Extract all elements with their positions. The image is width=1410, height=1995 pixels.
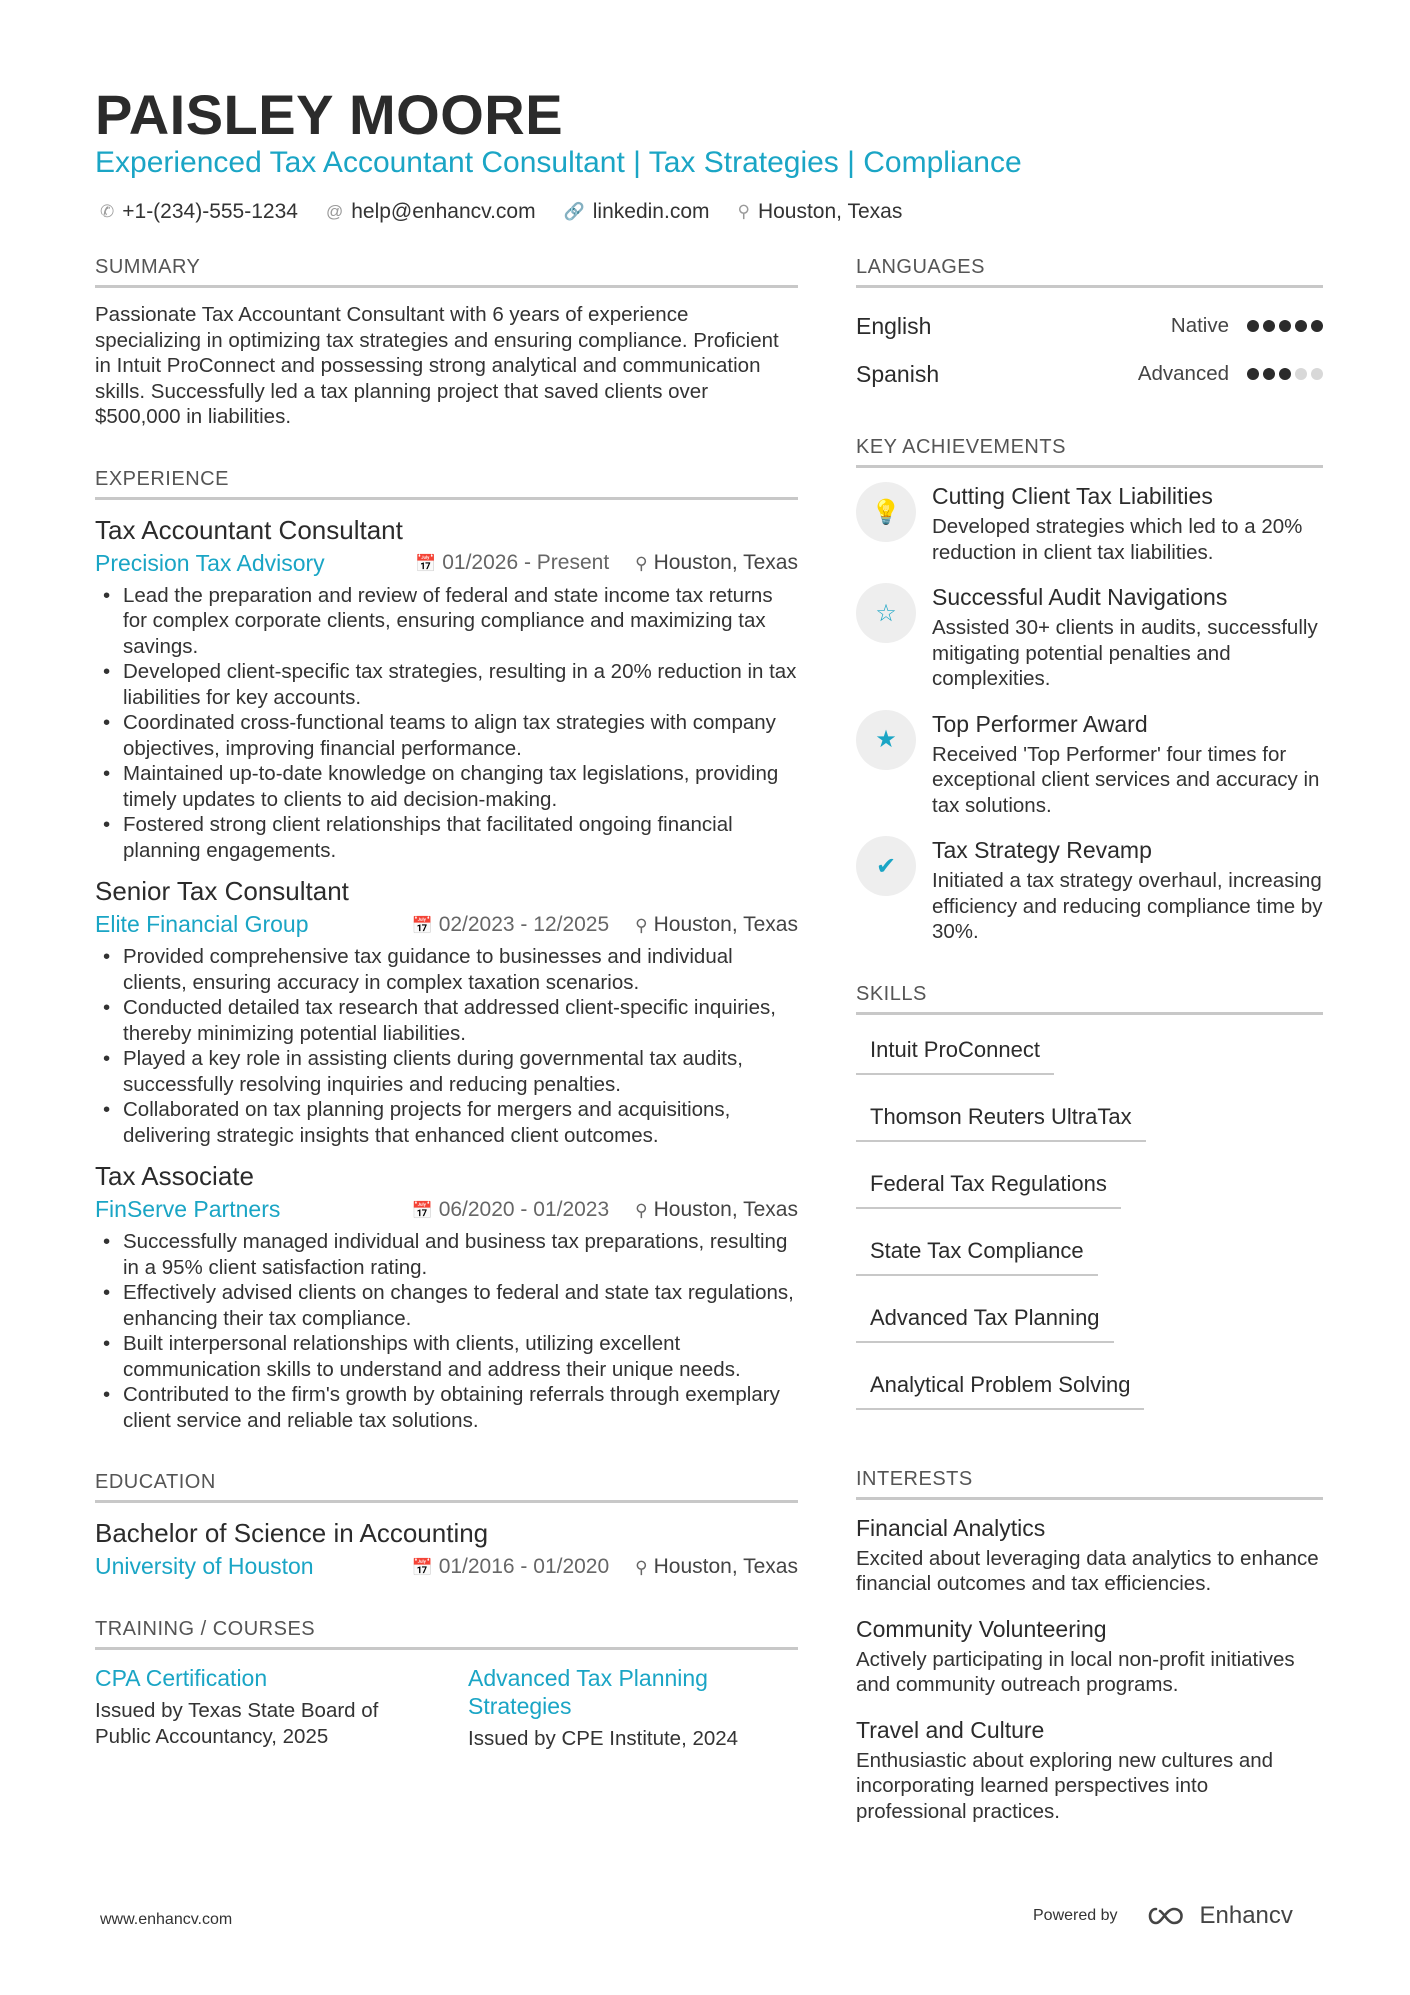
language-level: Advanced xyxy=(1137,362,1229,385)
job-location: Houston, Texas xyxy=(653,912,798,936)
achievement-desc: Assisted 30+ clients in audits, successfully mitigating potential penalties and complexities. xyxy=(932,616,1318,690)
enhancv-logo[interactable] xyxy=(1144,1902,1293,1930)
achievement-title: Successful Audit Navigations xyxy=(932,584,1228,610)
calendar-icon: 📅 xyxy=(411,1200,433,1220)
interests-section xyxy=(856,1468,1323,1825)
location-pin-icon: ⚲ xyxy=(635,1200,648,1220)
rating-dot xyxy=(1311,368,1323,380)
course-desc: Issued by CPE Institute, 2024 xyxy=(468,1727,739,1750)
achievement-desc: Developed strategies which led to a 20% reduction in client tax liabilities. xyxy=(932,515,1303,564)
rating-dot xyxy=(1263,320,1275,332)
powered-by-label: Powered by xyxy=(1033,1907,1118,1924)
language-rating xyxy=(1247,320,1323,332)
achievements-section xyxy=(856,436,1323,945)
education-dates: 01/2016 - 01/2020 xyxy=(438,1554,610,1578)
achievement-item xyxy=(856,836,1323,945)
section-title-education: EDUCATION xyxy=(95,1471,798,1503)
location-pin-icon: ⚲ xyxy=(737,202,750,221)
summary-text: Passionate Tax Accountant Consultant with 6 years of experience specializing in optimizing tax strategies and ensuring compliance. Proficient in Intuit ProConnect and possessing strong analytical and communication skills. Successfully led a tax planning project that saved clients over $500,000 in liabilities. xyxy=(95,303,779,428)
section-title-achievements: KEY ACHIEVEMENTS xyxy=(856,436,1323,468)
achievement-item xyxy=(856,710,1323,819)
infinity-logo-icon xyxy=(1144,1904,1190,1928)
right-column xyxy=(856,256,1323,1842)
at-icon: @ xyxy=(325,202,344,221)
job-location: Houston, Texas xyxy=(653,1197,798,1221)
achievement-desc: Initiated a tax strategy overhaul, increasing efficiency and reducing compliance time by 30%. xyxy=(932,869,1323,943)
location-pin-icon: ⚲ xyxy=(635,915,648,935)
footer-branding xyxy=(1033,1902,1293,1930)
phone-icon: ✆ xyxy=(100,202,115,221)
rating-dot xyxy=(1279,368,1291,380)
section-title-languages: LANGUAGES xyxy=(856,256,1323,288)
job-dates: 06/2020 - 01/2023 xyxy=(438,1197,610,1221)
job-entry xyxy=(95,514,798,864)
contact-phone[interactable]: ✆ +1-(234)-555-1234 xyxy=(100,200,298,223)
job-entry xyxy=(95,875,798,1148)
interest-desc: Enthusiastic about exploring new cultures and incorporating learned perspectives into professional practices. xyxy=(856,1748,1274,1823)
rating-dot xyxy=(1279,320,1291,332)
link-icon: 🔗 xyxy=(563,202,585,221)
interest-title: Financial Analytics xyxy=(856,1514,1046,1541)
achievement-desc: Received 'Top Performer' four times for exceptional client services and accuracy in tax solutions. xyxy=(932,742,1320,817)
rating-dot xyxy=(1263,368,1275,380)
skill-tag: State Tax Compliance xyxy=(856,1230,1098,1276)
rating-dot xyxy=(1311,320,1323,332)
candidate-headline: Experienced Tax Accountant Consultant | Tax Strategies | Compliance xyxy=(95,146,1022,179)
contact-email[interactable]: @ help@enhancv.com xyxy=(325,200,536,223)
left-column xyxy=(95,256,798,1752)
job-meta xyxy=(95,911,798,938)
interest-item xyxy=(856,1514,1323,1597)
job-dates: 01/2026 - Present xyxy=(442,551,610,574)
language-row xyxy=(856,302,1323,350)
education-location: Houston, Texas xyxy=(653,1554,798,1578)
section-title-interests: INTERESTS xyxy=(856,1468,1323,1500)
job-dates: 02/2023 - 12/2025 xyxy=(438,912,610,936)
skills-section xyxy=(856,983,1323,1410)
experience-section xyxy=(95,468,798,1434)
skill-tag: Analytical Problem Solving xyxy=(856,1364,1144,1410)
course-title: Advanced Tax Planning Strategies xyxy=(468,1665,708,1719)
education-meta xyxy=(95,1553,798,1580)
list-item: • Contributed to the firm's growth by obtaining referrals through exemplary client service and reliable tax solutions. xyxy=(95,1382,798,1433)
job-title: Tax Accountant Consultant xyxy=(95,514,403,545)
list-item: • Coordinated cross-functional teams to align tax strategies with company objectives, improving financial performance. xyxy=(95,710,798,761)
achievement-title: Cutting Client Tax Liabilities xyxy=(932,483,1213,509)
rating-dot xyxy=(1247,368,1259,380)
rating-dot xyxy=(1247,320,1259,332)
job-meta xyxy=(95,550,798,577)
achievement-item xyxy=(856,482,1323,565)
star-outline-icon: ☆ xyxy=(856,583,916,643)
interest-desc: Actively participating in local non-profit initiatives and community outreach programs. xyxy=(856,1647,1295,1696)
list-item: • Conducted detailed tax research that addressed client-specific inquiries, thereby minimizing potential liabilities. xyxy=(95,995,798,1046)
company-name: Precision Tax Advisory xyxy=(95,549,325,576)
location-pin-icon: ⚲ xyxy=(635,1557,648,1577)
language-level: Native xyxy=(1170,314,1229,337)
job-bullets xyxy=(95,1229,798,1433)
interest-item xyxy=(856,1716,1323,1825)
school-name: University of Houston xyxy=(95,1553,314,1579)
company-name: FinServe Partners xyxy=(95,1196,281,1222)
interest-desc: Excited about leveraging data analytics to enhance financial outcomes and tax efficiencies. xyxy=(856,1546,1319,1595)
course-desc: Issued by Texas State Board of Public Accountancy, 2025 xyxy=(95,1699,379,1748)
skill-tag: Federal Tax Regulations xyxy=(856,1163,1121,1209)
language-name: Spanish xyxy=(856,360,940,387)
footer-website-link[interactable]: www.enhancv.com xyxy=(100,1911,233,1928)
language-rating xyxy=(1247,368,1323,380)
interest-item xyxy=(856,1615,1323,1698)
interest-title: Travel and Culture xyxy=(856,1716,1045,1743)
job-meta xyxy=(95,1196,798,1223)
achievement-title: Top Performer Award xyxy=(932,710,1148,737)
list-item: • Provided comprehensive tax guidance to businesses and individual clients, ensuring accuracy in complex taxation scenarios. xyxy=(95,944,798,995)
training-section xyxy=(95,1618,798,1752)
checkmark-icon: ✔ xyxy=(856,836,916,896)
skill-tag: Thomson Reuters UltraTax xyxy=(856,1096,1146,1142)
list-item: • Fostered strong client relationships that facilitated ongoing financial planning engagements. xyxy=(95,812,798,863)
list-item: • Collaborated on tax planning projects for mergers and acquisitions, delivering strategic insights that enhanced client outcomes. xyxy=(95,1097,798,1148)
company-name: Elite Financial Group xyxy=(95,911,309,937)
location-pin-icon: ⚲ xyxy=(635,554,648,573)
calendar-icon: 📅 xyxy=(415,554,437,573)
language-row xyxy=(856,350,1323,398)
job-entry xyxy=(95,1160,798,1433)
course-title: CPA Certification xyxy=(95,1665,268,1691)
contact-location: ⚲ Houston, Texas xyxy=(737,200,903,223)
achievement-title: Tax Strategy Revamp xyxy=(932,837,1152,863)
job-location: Houston, Texas xyxy=(653,551,798,574)
list-item: • Played a key role in assisting clients during governmental tax audits, successfully resolving inquiries and reducing penalties. xyxy=(95,1046,798,1097)
list-item: • Maintained up-to-date knowledge on changing tax legislations, providing timely updates to clients to aid decision-making. xyxy=(95,761,798,812)
summary-section xyxy=(95,256,798,430)
course-item xyxy=(95,1664,425,1752)
degree-title: Bachelor of Science in Accounting xyxy=(95,1518,489,1548)
skill-tag: Advanced Tax Planning xyxy=(856,1297,1114,1343)
interest-title: Community Volunteering xyxy=(856,1615,1107,1642)
star-icon: ★ xyxy=(856,710,916,770)
list-item: • Lead the preparation and review of federal and state income tax returns for complex corporate clients, ensuring compliance and maximizing tax savings. xyxy=(95,583,798,660)
rating-dot xyxy=(1295,320,1307,332)
section-title-skills: SKILLS xyxy=(856,983,1323,1015)
section-title-training: TRAINING / COURSES xyxy=(95,1618,798,1650)
language-name: English xyxy=(856,312,932,339)
rating-dot xyxy=(1295,368,1307,380)
job-bullets xyxy=(95,944,798,1148)
calendar-icon: 📅 xyxy=(411,1557,433,1577)
section-title-summary: SUMMARY xyxy=(95,256,798,288)
lightbulb-icon: 💡 xyxy=(856,482,916,542)
job-title: Tax Associate xyxy=(95,1161,254,1191)
contact-bar xyxy=(100,200,902,224)
education-section xyxy=(95,1471,798,1580)
skill-tag: Intuit ProConnect xyxy=(856,1029,1054,1075)
list-item: • Successfully managed individual and business tax preparations, resulting in a 95% client satisfaction rating. xyxy=(95,1229,798,1280)
course-item xyxy=(468,1664,798,1752)
candidate-name: PAISLEY MOORE xyxy=(95,83,564,146)
languages-section xyxy=(856,256,1323,398)
achievement-item xyxy=(856,583,1323,692)
brand-name: Enhancv xyxy=(1199,1902,1293,1929)
calendar-icon: 📅 xyxy=(411,915,433,935)
list-item: • Effectively advised clients on changes to federal and state tax regulations, enhancing their tax compliance. xyxy=(95,1280,798,1331)
list-item: • Developed client-specific tax strategies, resulting in a 20% reduction in tax liabilities for key accounts. xyxy=(95,659,798,710)
job-bullets xyxy=(95,583,798,864)
contact-linkedin[interactable]: 🔗 linkedin.com xyxy=(563,200,710,223)
job-title: Senior Tax Consultant xyxy=(95,876,349,906)
list-item: • Built interpersonal relationships with clients, utilizing excellent communication skills to understand and address their unique needs. xyxy=(95,1331,798,1382)
section-title-experience: EXPERIENCE xyxy=(95,468,798,500)
